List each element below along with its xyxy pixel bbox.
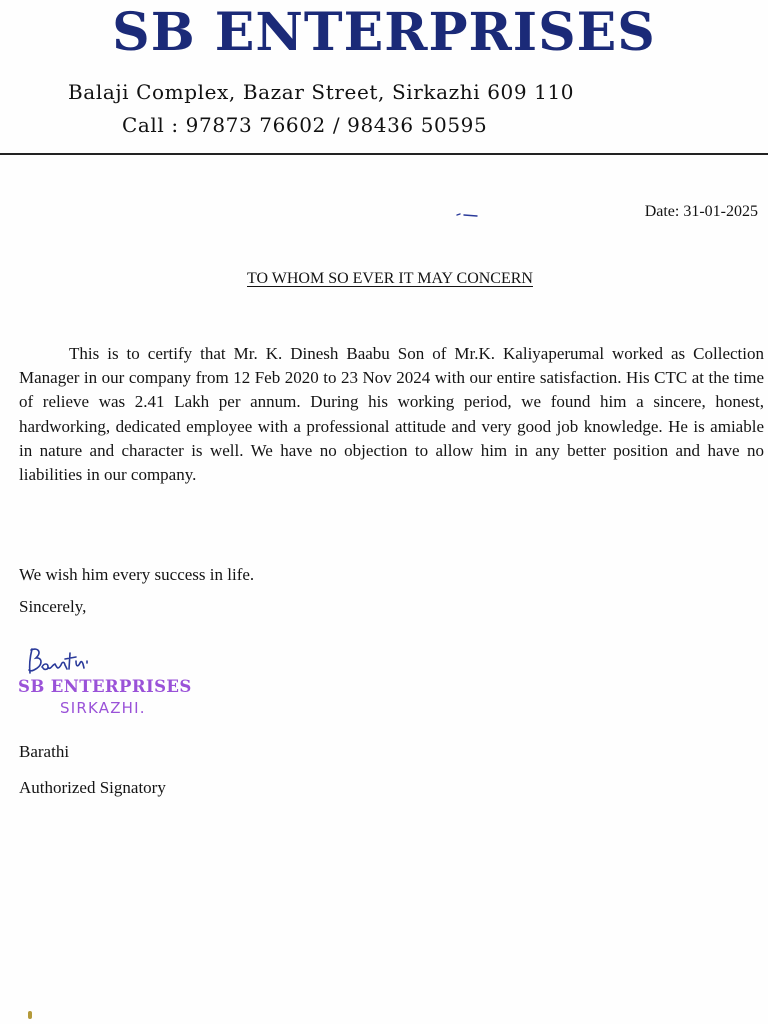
company-stamp — [18, 676, 192, 718]
letter-body: This is to certify that Mr. K. Dinesh Baabu Son of Mr.K. Kaliyaperumal worked as Collection Manager in our company from 12 Feb 2020 to 23 Nov 2024 with our entire satisfaction. His CTC at the time of relieve was 2.41 Lakh per annum. During his working period, we found him a sincere, honest, hardworking, dedicated employee with a professional attitude and very good job knowledge. He is amiable in nature and character is well. We have no objection to allow him in any better position and have no liabilities in our company. — [19, 344, 764, 485]
letter-closing: Sincerely, — [19, 597, 87, 616]
signatory-name: Barathi — [19, 742, 70, 761]
letter-date: Date: 31-01-2025 — [644, 203, 758, 220]
signatory-title: Authorized Signatory — [19, 778, 166, 797]
stamp-city: SIRKAZHI. — [60, 699, 146, 717]
ink-mark — [456, 212, 478, 218]
company-address: Balaji Complex, Bazar Street, Sirkazhi 609 110 — [68, 80, 575, 104]
company-name: SB ENTERPRISES — [112, 2, 656, 63]
paper-mark — [28, 1011, 32, 1019]
company-phone: Call : 97873 76602 / 98436 50595 — [122, 113, 488, 137]
letter-wish: We wish him every success in life. — [19, 565, 255, 584]
handwritten-signature — [24, 643, 104, 679]
letter-subject: TO WHOM SO EVER IT MAY CONCERN — [247, 270, 533, 287]
stamp-company-name: SB ENTERPRISES — [18, 677, 192, 696]
letterhead-divider — [0, 153, 768, 155]
